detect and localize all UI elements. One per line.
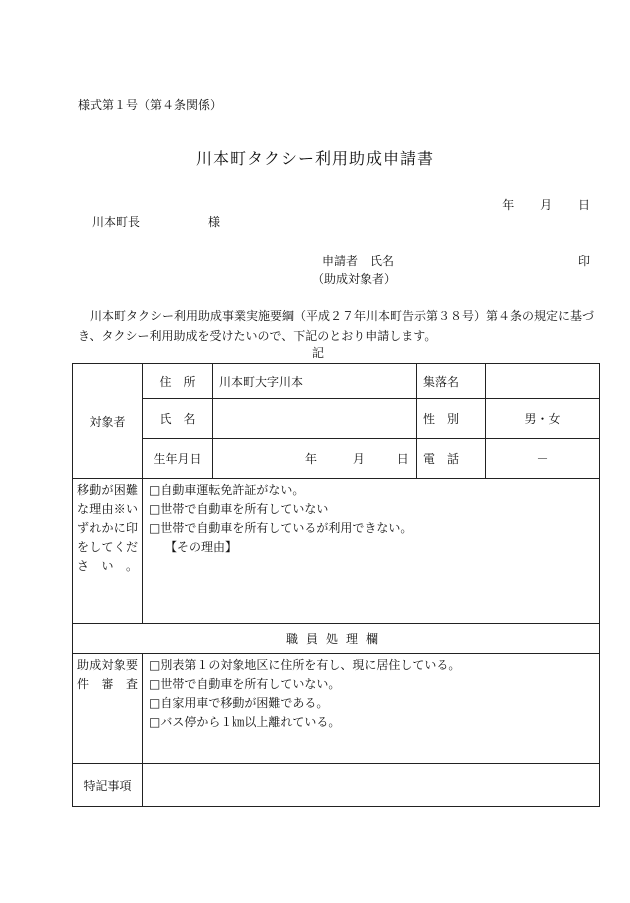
subject-label: 対象者 <box>73 364 143 479</box>
name-field[interactable] <box>213 399 417 439</box>
applicant-line <box>322 252 394 269</box>
village-field[interactable] <box>486 364 600 399</box>
address-label: 住 所 <box>143 364 213 399</box>
addressee-honorific: 様 <box>208 215 221 229</box>
form-number: 様式第１号（第４条関係） <box>78 98 223 112</box>
application-table <box>72 363 600 807</box>
gender-field[interactable]: 男・女 <box>486 399 600 439</box>
applicant-note: （助成対象者） <box>312 272 397 286</box>
date-year-label: 年 <box>502 198 515 212</box>
review-option[interactable]: □別表第１の対象地区に住所を有し、現に居住している。 <box>149 658 461 672</box>
village-label: 集落名 <box>417 364 486 399</box>
review-label: 助成対象要件審査 <box>73 654 143 764</box>
difficulty-option[interactable]: □世帯で自動車を所有しているが利用できない。 <box>149 521 413 535</box>
seal-mark: 印 <box>577 254 590 268</box>
remarks-label: 特記事項 <box>73 764 143 807</box>
applicant-label: 申請者 <box>322 254 359 268</box>
applicant-name-label: 氏名 <box>370 254 395 268</box>
address-field[interactable]: 川本町大字川本 <box>213 364 417 399</box>
difficulty-label: 移動が困難な理由※いずれかに印をしてください。 <box>73 479 143 624</box>
birth-day-label: 日 <box>396 452 409 466</box>
ki-heading: 記 <box>312 346 325 360</box>
date-line <box>480 196 590 213</box>
review-option[interactable]: □世帯で自動車を所有していない。 <box>149 677 341 691</box>
date-month-label: 月 <box>540 198 553 212</box>
page-title: 川本町タクシー利用助成申請書 <box>195 149 434 168</box>
date-day-label: 日 <box>577 198 590 212</box>
remarks-field[interactable] <box>143 764 600 807</box>
body-text: 川本町タクシー利用助成事業実施要綱（平成２７年川本町告示第３８号）第４条の規定に基づき、タクシー利用助成を受けたいので、下記のとおり申請します。 <box>78 309 595 343</box>
gender-label: 性 別 <box>417 399 486 439</box>
name-label: 氏 名 <box>143 399 213 439</box>
birth-month-label: 月 <box>352 452 365 466</box>
difficulty-option[interactable]: □自動車運転免許証がない。 <box>149 483 305 497</box>
birth-label: 生年月日 <box>143 439 213 479</box>
difficulty-options <box>143 479 600 624</box>
staff-section-header: 職員処理欄 <box>73 624 600 654</box>
phone-field[interactable]: － <box>486 439 600 479</box>
birth-year-label: 年 <box>305 452 318 466</box>
difficulty-option[interactable]: □世帯で自動車を所有していない <box>149 502 329 516</box>
review-option[interactable]: □自家用車で移動が困難である。 <box>149 696 329 710</box>
phone-label: 電 話 <box>417 439 486 479</box>
birth-field[interactable] <box>213 439 417 479</box>
addressee <box>92 213 220 230</box>
review-option[interactable]: □バス停から１㎞以上離れている。 <box>149 715 341 729</box>
review-options <box>143 654 600 764</box>
addressee-name: 川本町長 <box>92 215 141 229</box>
reason-label: 【その理由】 <box>165 540 238 554</box>
